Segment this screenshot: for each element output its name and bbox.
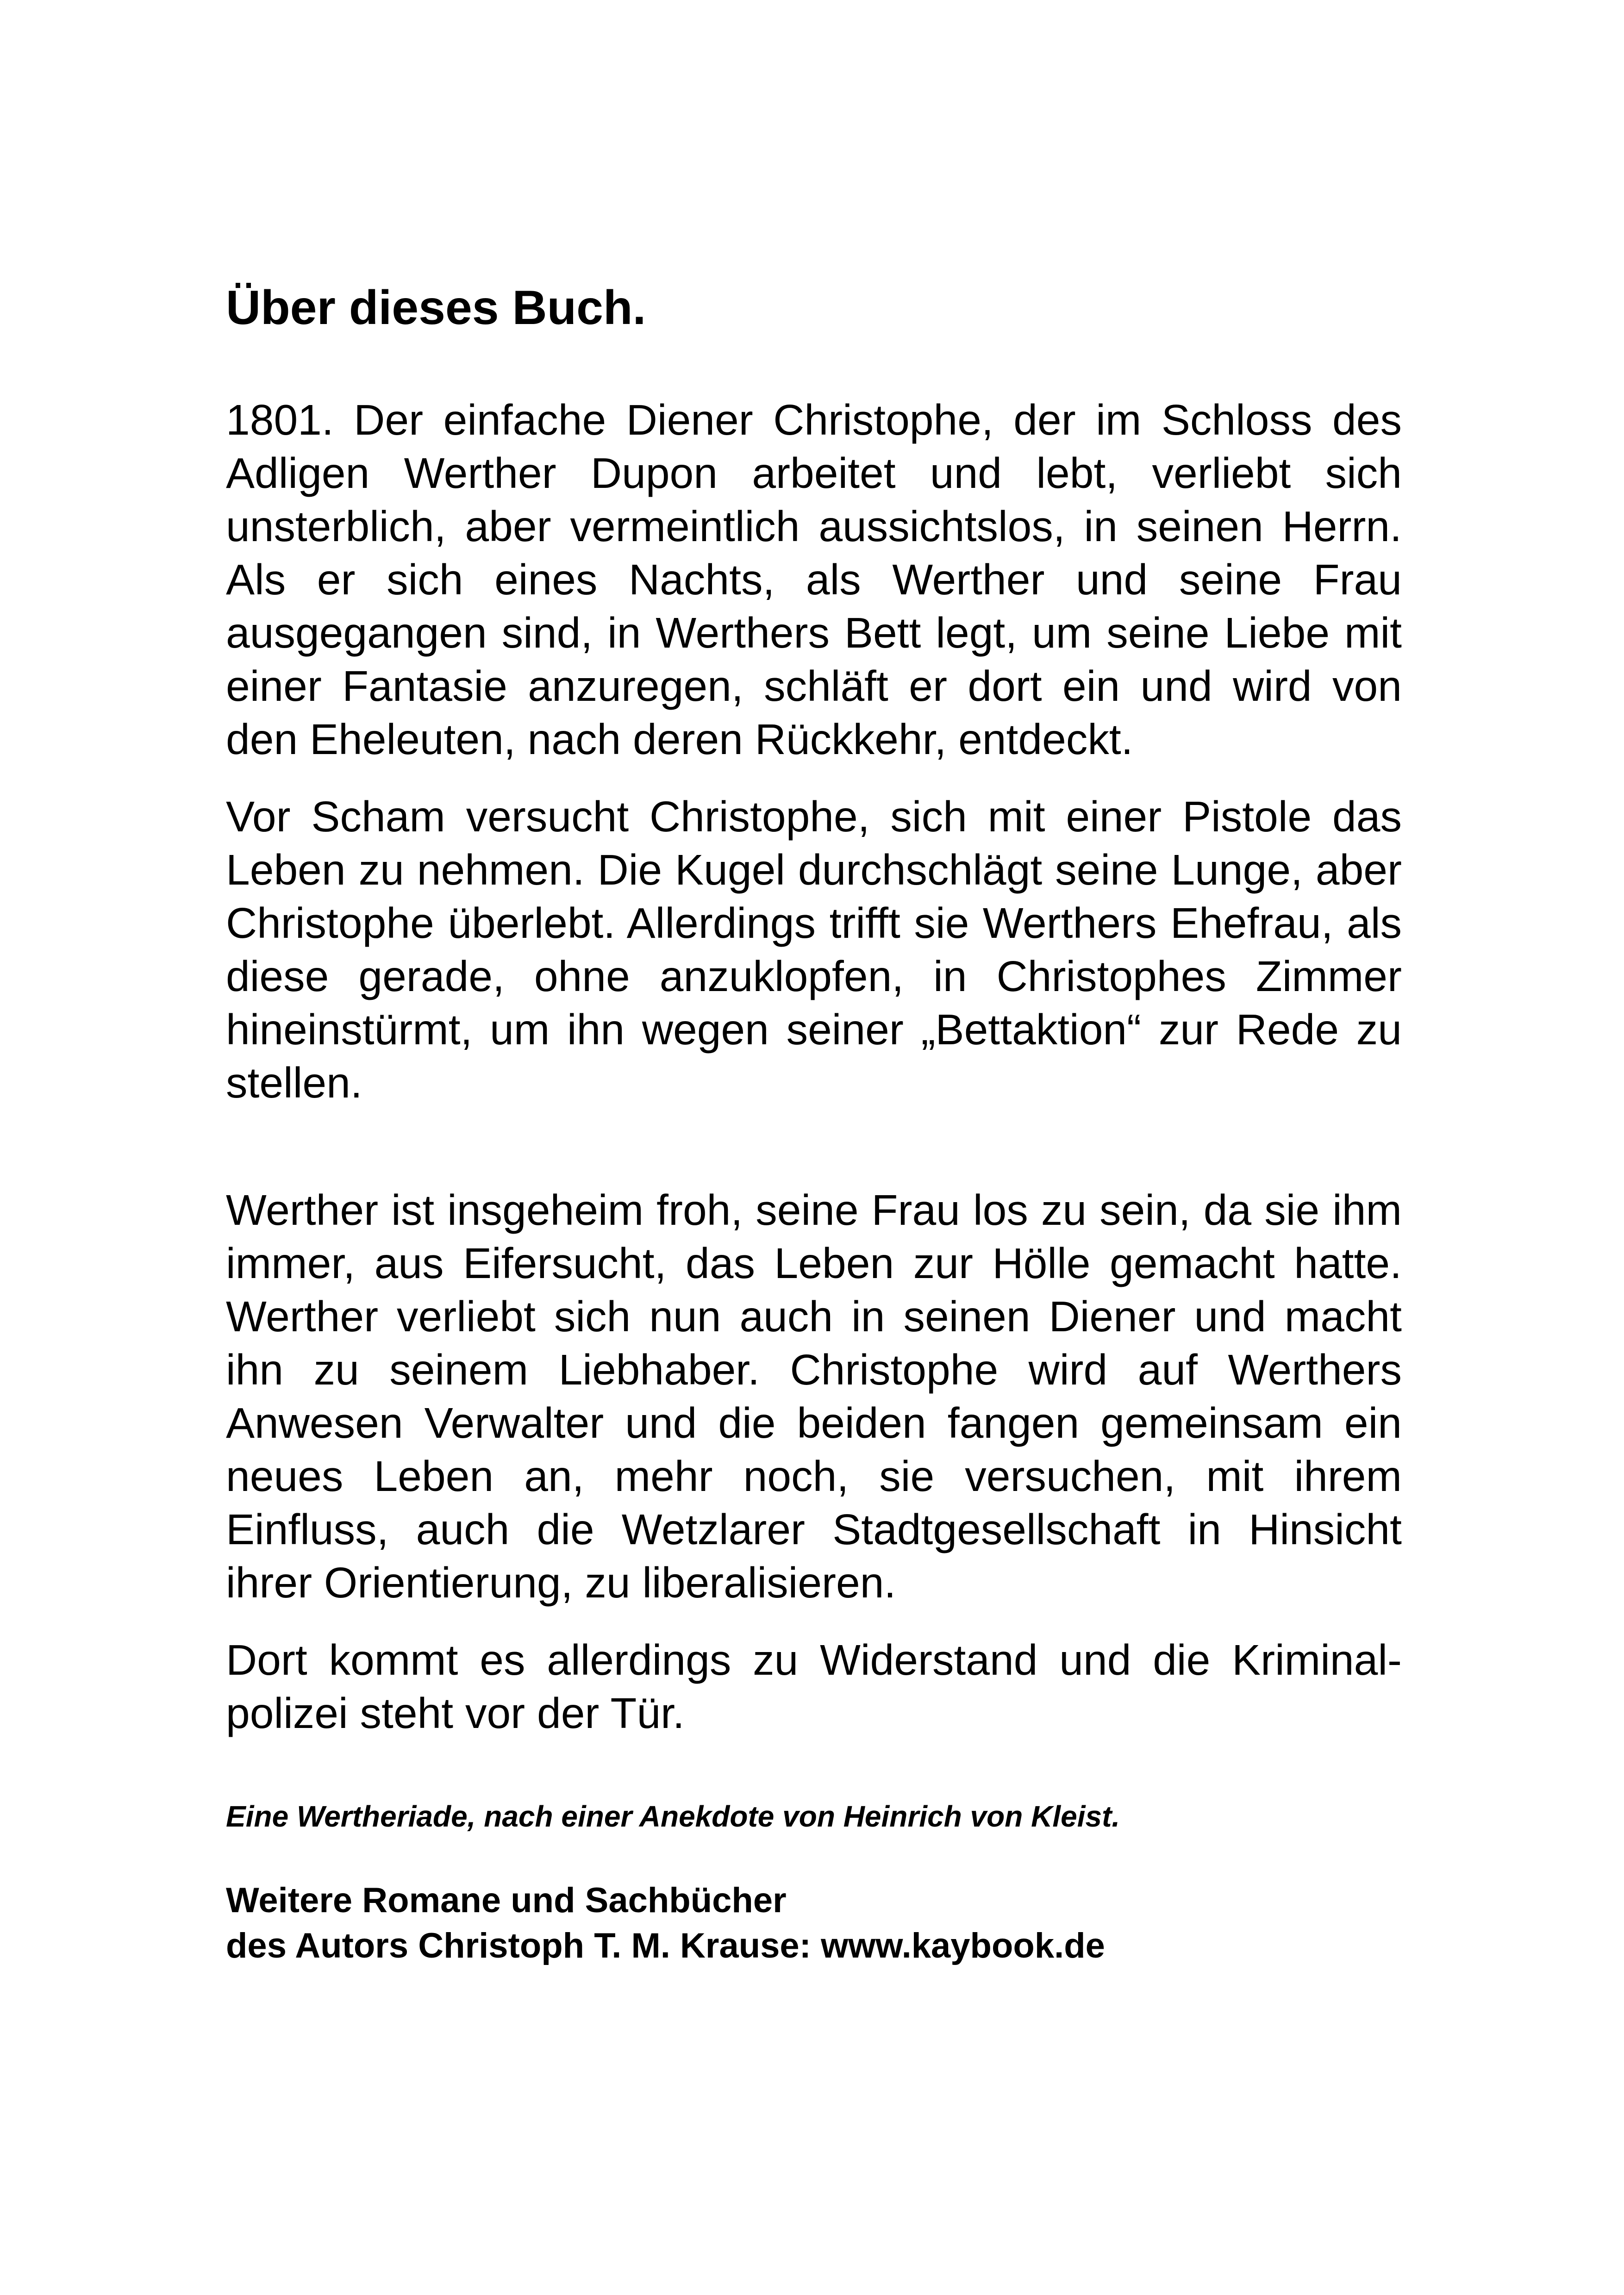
paragraph-intro: 1801. Der einfache Diener Christophe, der im Schloss des Adligen Werther Dupon arbeitet und lebt, verliebt sich unsterblich, aber vermeintlich aussichtslos, in seinen Herrn. Als er sich eines Nachts, als Werther und seine Frau ausgegangen sind, in Werthers Bett legt, um seine Liebe mit einer Fantasie anzuregen, schläft er dort ein und wird von den Eheleuten, nach deren Rückkehr, entdeckt. xyxy=(226,396,1402,763)
paragraph-lover: Werther ist insgeheim froh, seine Frau los zu sein, da sie ihm immer, aus Eifersucht, das Leben zur Hölle gemacht hatte. Werther verliebt sich nun auch in seinen Diener und macht ihn zu seinem Liebhaber. Christophe wird auf Werthers Anwesen Verwalter und die beiden fangen gemeinsam ein neues Leben an, mehr noch, sie versuchen, mit ihrem Einfluss, auch die Wetzlarer Stadtgesellschaft in Hinsicht ihrer Orientierung, zu liberalisieren. xyxy=(226,1186,1402,1607)
footer-line-1: Weitere Romane und Sachbücher xyxy=(226,1881,787,1920)
paragraph-resistance: Dort kommt es allerdings zu Widerstand und die Kriminalpolizei steht vor der Tür. xyxy=(226,1636,1402,1737)
content-column xyxy=(226,278,1402,1969)
paragraph-shot: Vor Scham versucht Christophe, sich mit einer Pistole das Leben zu nehmen. Die Kugel durchschlägt seine Lunge, aber Christophe überlebt. Allerdings trifft sie Werthers Ehefrau, als diese gerade, ohne anzuklopfen, in Christophes Zimmer hineinstürmt, um ihn wegen seiner „Bettaktion“ zur Rede zu stellen. xyxy=(226,792,1402,1107)
author-footer xyxy=(226,1878,1402,1969)
footer-line-2: des Autors Christoph T. M. Krause: www.kaybook.de xyxy=(226,1926,1105,1965)
source-note: Eine Wertheriade, nach einer Anekdote von Heinrich von Kleist. xyxy=(226,1800,1120,1833)
page-title: Über dieses Buch. xyxy=(226,281,646,335)
